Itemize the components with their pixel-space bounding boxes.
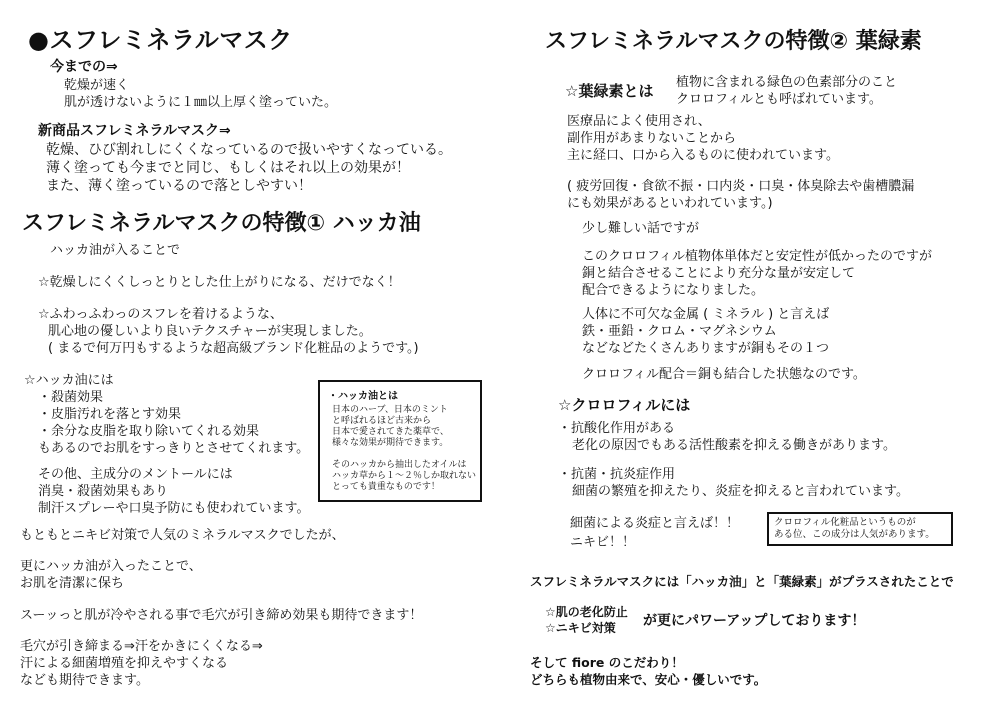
cosmetics-note-text: クロロフィル化粧品というものが ある位、この成分は人気があります。 <box>774 517 935 540</box>
minerals-note: 人体に不可欠な金属 ( ミネラル ) と言えば 鉄・亜鉛・クロム・マグネシウム などなどたくさんありますが銅もその１つ <box>582 307 830 356</box>
closing-text: そして fiore のこだわり！ どちらも植物由来で、安心・優しいです。 <box>530 655 767 687</box>
old-description: 乾燥が速く 肌が透けないように１㎜以上厚く塗っていた。 <box>64 78 338 110</box>
copper-stability: このクロロフィル植物体単体だと安定性が低かったのですが 銅と結合させることにより充分な量が安定して 配合できるようになりました。 <box>582 249 932 298</box>
feature2-title: スフレミネラルマスクの特徴② 葉緑素 <box>545 29 922 54</box>
new-description: 乾燥、ひび割れしにくくなっているので扱いやすくなっている。 薄く塗っても今までと同じ、もしくはそれ以上の効果が！ また、薄く塗っているので落としやすい！ <box>46 142 452 194</box>
cosmetics-note-box <box>767 512 953 546</box>
antioxidant: ・抗酸化作用がある 老化の原因でもある活性酸素を抑える働きがあります。 <box>558 421 896 453</box>
menthol-effects: その他、主成分のメントールには 消臭・殺菌効果もあり 制汗スプレーや口臭予防にも使われています。 <box>38 467 310 516</box>
page-title: ●スフレミネラルマスク <box>28 26 293 54</box>
bottom-text-4: 毛穴が引き締まる⇒汗をかきにくくなる⇒ 汗による細菌増殖を抑えやすくなる なども期待できます。 <box>20 639 263 688</box>
feature1-title: スフレミネラルマスクの特徴① ハッカ油 <box>22 211 421 236</box>
benefit-bullets: ☆肌の老化防止 ☆ニキビ対策 <box>545 605 628 635</box>
feature1-point2: ☆ふわっふわっのスフレを着けるような、 肌心地の優しいより良いテクスチャーが実現しました。 ( まるで何万円もするような超高級ブランド化粧品のようです。) <box>38 307 419 356</box>
hakka-box-text1: 日本のハーブ、日本のミント と呼ばれるほど古来から 日本で愛されてきた薬草で、 様々な効果が期待できます。 <box>332 405 449 448</box>
acne-note: 細菌による炎症と言えば！！ ニキビ！！ <box>570 516 740 550</box>
hakka-box-title: ・ハッカ油とは <box>328 391 398 402</box>
antibacterial: ・抗菌・抗炎症作用 細菌の繁殖を抑えたり、炎症を抑えると言われています。 <box>558 467 909 499</box>
plus-statement: スフレミネラルマスクには「ハッカ油」と「葉緑素」がプラスされたことで <box>530 574 954 589</box>
chlorophyll-effects: ( 疲労回復・食欲不振・口内炎・口臭・体臭除去や歯槽膿漏 にも効果があるといわれています。) <box>567 179 915 211</box>
hakka-box-text2: そのハッカから抽出したオイルは ハッカ草から１～２％しか取れない とっても貴重なものです！ <box>332 460 477 492</box>
feature1-intro: ハッカ油が入ることで <box>50 243 181 258</box>
formula-note: クロロフィル配合＝銅も結合した状態なのです。 <box>582 367 866 382</box>
chlorophyll-heading: ☆クロロフィルには <box>558 396 691 414</box>
chlorophyll-def-label: ☆葉緑素とは <box>565 82 654 100</box>
hakka-effects: ☆ハッカ油には ・殺菌効果 ・皮脂汚れを落とす効果 ・余分な皮脂を取り除いてくれる効果 もあるのでお肌をすっきりとさせてくれます。 <box>24 373 310 456</box>
difficult-note: 少し難しい話ですが <box>582 221 700 236</box>
chlorophyll-def: 植物に含まれる緑色の色素部分のこと クロロフィルとも呼ばれています。 <box>676 75 898 107</box>
old-heading: 今までの⇒ <box>50 59 118 75</box>
bottom-text-1: もともとニキビ対策で人気のミネラルマスクでしたが、 <box>20 528 345 543</box>
powerup-text: が更にパワーアップしております！ <box>643 613 866 629</box>
new-heading: 新商品スフレミネラルマスク⇒ <box>38 123 231 139</box>
medical-use: 医療品によく使用され、 副作用があまりないことから 主に経口、口から入るものに使われています。 <box>567 114 839 163</box>
hakka-info-box <box>318 380 482 502</box>
feature1-point1: ☆乾燥しにくくしっとりとした仕上がりになる、だけでなく！ <box>38 275 401 290</box>
bottom-text-3: スーッっと肌が冷やされる事で毛穴が引き締め効果も期待できます！ <box>20 608 423 623</box>
bottom-text-2: 更にハッカ油が入ったことで、 お肌を清潔に保ち <box>20 559 202 591</box>
